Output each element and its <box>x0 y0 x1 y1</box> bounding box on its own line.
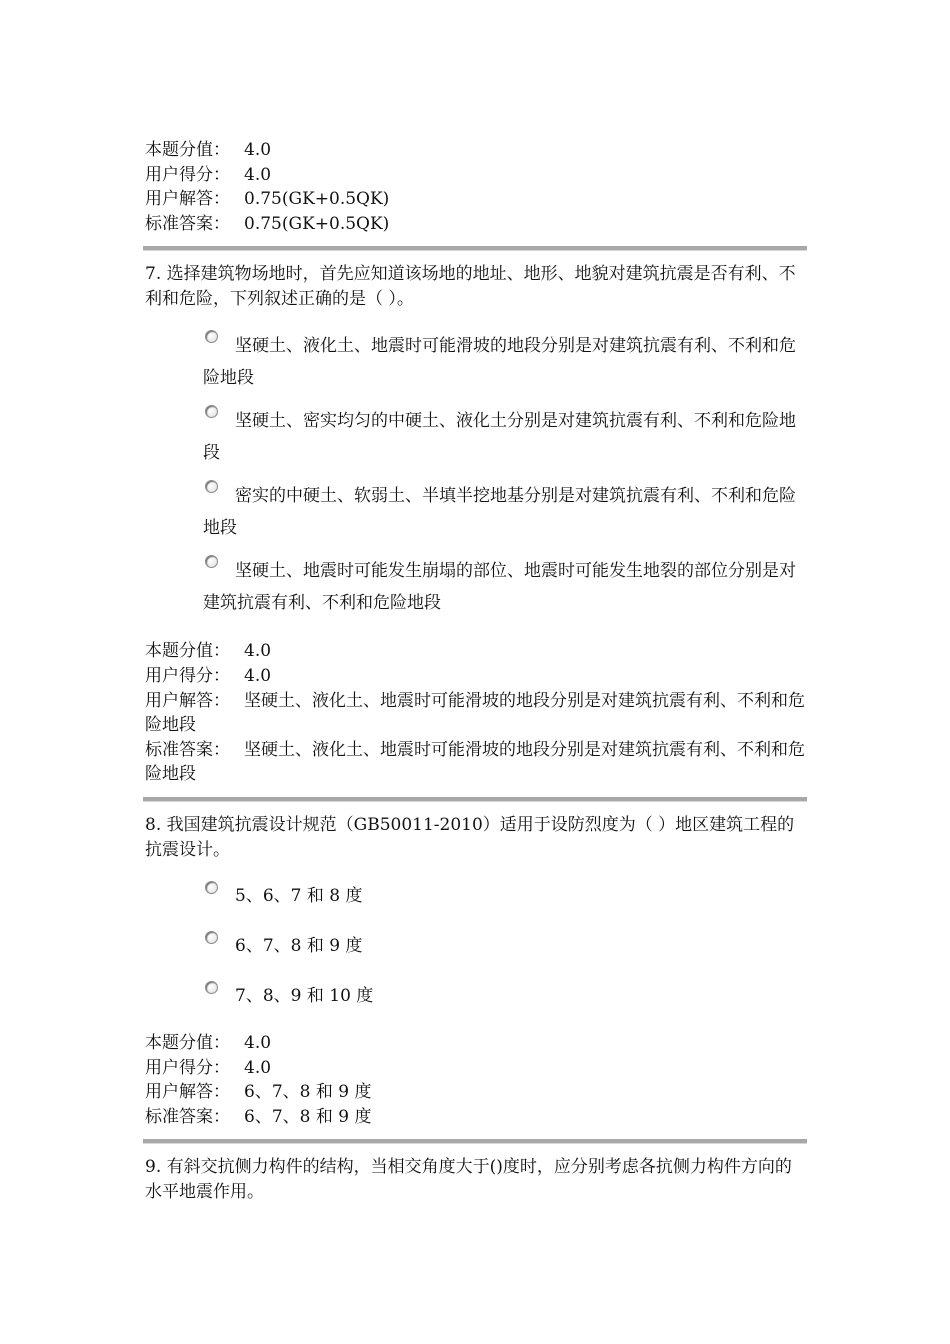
user-answer-label: 用户解答： <box>145 1082 230 1103</box>
question-8-text: 8. 我国建筑抗震设计规范（GB50011-2010）适用于设防烈度为（ ）地区建筑工程的抗震设计。 <box>145 814 795 860</box>
user-score-label: 用户得分： <box>145 164 230 185</box>
standard-answer-row <box>145 1105 807 1130</box>
question-divider <box>143 246 807 251</box>
score-value-label: 本题分值： <box>145 641 230 662</box>
user-answer-row <box>145 1080 807 1105</box>
standard-answer: 坚硬土、液化土、地震时可能滑坡的地段分别是对建筑抗震有利、不利和危险地段 <box>145 739 805 785</box>
option-7b[interactable] <box>203 405 807 469</box>
score-value-row <box>145 138 807 163</box>
option-7d[interactable] <box>203 555 807 619</box>
question-7-text: 7. 选择建筑物场地时，首先应知道该场地的地址、地形、地貌对建筑抗震是否有利、不利和危险，下列叙述正确的是（ ）。 <box>145 264 796 310</box>
option-label: 坚硬土、液化土、地震时可能滑坡的地段分别是对建筑抗震有利、不利和危险地段 <box>203 336 796 389</box>
user-answer: 6、7、8 和 9 度 <box>244 1082 372 1103</box>
user-answer-label: 用户解答： <box>145 189 230 210</box>
score-value-row <box>145 1031 807 1056</box>
option-8b[interactable] <box>203 931 807 961</box>
option-label: 5、6、7 和 8 度 <box>235 885 363 906</box>
question-7-options <box>203 330 807 619</box>
user-score: 4.0 <box>244 1057 272 1078</box>
score-value-label: 本题分值： <box>145 140 230 160</box>
radio-button-icon[interactable] <box>205 981 218 994</box>
option-label: 6、7、8 和 9 度 <box>235 935 363 956</box>
user-score: 4.0 <box>244 164 272 185</box>
standard-answer-row <box>145 738 807 787</box>
question-9-text: 9. 有斜交抗侧力构件的结构，当相交角度大于()度时，应分别考虑各抗侧力构件方向的水平地震作用。 <box>145 1157 792 1203</box>
user-score: 4.0 <box>244 665 272 686</box>
radio-button-icon[interactable] <box>205 881 218 894</box>
user-score-row <box>145 664 807 689</box>
question-divider <box>143 1139 807 1144</box>
option-label: 坚硬土、密实均匀的中硬土、液化土分别是对建筑抗震有利、不利和危险地段 <box>203 411 796 464</box>
score-value-row <box>145 639 807 664</box>
standard-answer-label: 标准答案： <box>145 1106 230 1127</box>
option-8a[interactable] <box>203 881 807 911</box>
score-block-q6 <box>145 138 807 236</box>
score-value: 4.0 <box>244 641 272 662</box>
user-score-row <box>145 1056 807 1081</box>
user-answer-row <box>145 187 807 212</box>
standard-answer: 0.75(GK+0.5QK) <box>244 213 390 234</box>
score-block-q7 <box>145 639 807 787</box>
standard-answer-row <box>145 212 807 237</box>
user-score-row <box>145 163 807 188</box>
standard-answer-label: 标准答案： <box>145 739 230 760</box>
score-value: 4.0 <box>244 140 272 160</box>
exam-page <box>145 138 807 1205</box>
option-label: 坚硬土、地震时可能发生崩塌的部位、地震时可能发生地裂的部位分别是对建筑抗震有利、不利和危险地段 <box>203 561 796 614</box>
standard-answer-label: 标准答案： <box>145 213 230 234</box>
question-divider <box>143 797 807 802</box>
radio-button-icon[interactable] <box>205 931 218 944</box>
option-8c[interactable] <box>203 981 807 1011</box>
user-answer-row <box>145 689 807 738</box>
user-answer: 0.75(GK+0.5QK) <box>244 189 390 210</box>
option-label: 7、8、9 和 10 度 <box>235 985 374 1006</box>
score-block-q8 <box>145 1031 807 1129</box>
option-7c[interactable] <box>203 480 807 544</box>
standard-answer: 6、7、8 和 9 度 <box>244 1106 372 1127</box>
user-answer-label: 用户解答： <box>145 690 230 711</box>
user-score-label: 用户得分： <box>145 665 230 686</box>
score-value-label: 本题分值： <box>145 1032 230 1053</box>
question-8-options <box>203 881 807 1011</box>
user-answer: 坚硬土、液化土、地震时可能滑坡的地段分别是对建筑抗震有利、不利和危险地段 <box>145 690 805 736</box>
user-score-label: 用户得分： <box>145 1057 230 1078</box>
score-value: 4.0 <box>244 1032 272 1053</box>
option-label: 密实的中硬土、软弱土、半填半挖地基分别是对建筑抗震有利、不利和危险地段 <box>203 486 796 539</box>
option-7a[interactable] <box>203 330 807 394</box>
